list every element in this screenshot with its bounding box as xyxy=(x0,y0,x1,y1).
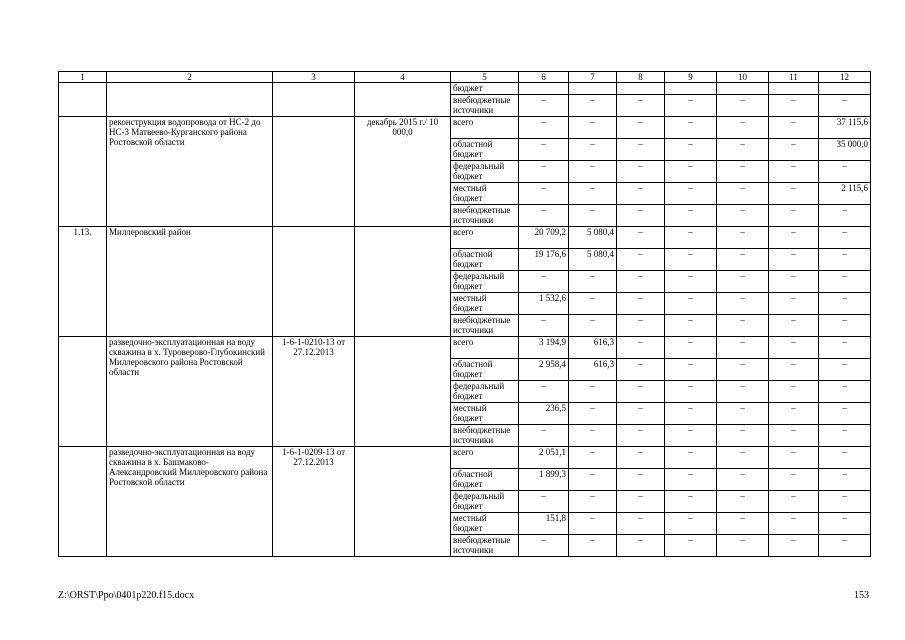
completion-date xyxy=(355,337,451,447)
header-col-8: 8 xyxy=(617,72,665,83)
funding-source: федеральный бюджет xyxy=(451,161,519,183)
value-cell: – xyxy=(819,491,871,513)
value-cell: – xyxy=(769,205,819,227)
value-cell: 616,3 xyxy=(569,337,617,359)
value-cell: – xyxy=(665,315,717,337)
value-cell: – xyxy=(717,117,769,139)
value-cell: – xyxy=(769,469,819,491)
value-cell: – xyxy=(569,139,617,161)
document-number xyxy=(273,83,355,117)
value-cell: 3 194,9 xyxy=(519,337,569,359)
value-cell: – xyxy=(617,227,665,249)
value-cell: – xyxy=(569,117,617,139)
value-cell: 1 532,6 xyxy=(519,293,569,315)
table-row xyxy=(59,447,871,469)
value-cell: – xyxy=(717,183,769,205)
value-cell: – xyxy=(617,381,665,403)
value-cell: – xyxy=(665,205,717,227)
value-cell: – xyxy=(617,117,665,139)
value-cell: 151,8 xyxy=(519,513,569,535)
value-cell xyxy=(665,83,717,95)
funding-source: внебюджетные источники xyxy=(451,535,519,557)
value-cell: – xyxy=(617,95,665,117)
value-cell: – xyxy=(569,403,617,425)
value-cell: – xyxy=(617,161,665,183)
value-cell: – xyxy=(665,227,717,249)
value-cell: – xyxy=(569,205,617,227)
value-cell: – xyxy=(665,491,717,513)
header-col-6: 6 xyxy=(519,72,569,83)
row-index: 1.13. xyxy=(59,227,107,337)
header-col-11: 11 xyxy=(769,72,819,83)
value-cell: – xyxy=(769,403,819,425)
value-cell: – xyxy=(617,469,665,491)
value-cell: – xyxy=(769,161,819,183)
value-cell: – xyxy=(665,403,717,425)
value-cell: – xyxy=(665,95,717,117)
value-cell: – xyxy=(717,249,769,271)
value-cell: 2 958,4 xyxy=(519,359,569,381)
value-cell: – xyxy=(819,227,871,249)
value-cell: – xyxy=(617,403,665,425)
value-cell xyxy=(617,83,665,95)
value-cell: – xyxy=(519,183,569,205)
value-cell: – xyxy=(569,535,617,557)
header-col-9: 9 xyxy=(665,72,717,83)
value-cell: – xyxy=(617,535,665,557)
value-cell: – xyxy=(569,447,617,469)
value-cell: – xyxy=(519,315,569,337)
value-cell: – xyxy=(717,425,769,447)
value-cell: – xyxy=(819,447,871,469)
document-number xyxy=(273,227,355,337)
funding-source: всего xyxy=(451,227,519,249)
value-cell xyxy=(819,83,871,95)
value-cell: 616,3 xyxy=(569,359,617,381)
value-cell: – xyxy=(665,271,717,293)
value-cell: – xyxy=(717,469,769,491)
value-cell: – xyxy=(617,337,665,359)
table-body xyxy=(59,83,871,557)
value-cell: – xyxy=(819,161,871,183)
row-index xyxy=(59,447,107,557)
value-cell: – xyxy=(569,381,617,403)
value-cell: – xyxy=(769,249,819,271)
value-cell: – xyxy=(665,183,717,205)
value-cell: – xyxy=(717,227,769,249)
value-cell: – xyxy=(665,513,717,535)
value-cell: – xyxy=(769,359,819,381)
value-cell: – xyxy=(665,359,717,381)
value-cell: – xyxy=(519,95,569,117)
value-cell: – xyxy=(769,337,819,359)
header-col-2: 2 xyxy=(107,72,273,83)
funding-source: местный бюджет xyxy=(451,183,519,205)
value-cell: – xyxy=(569,183,617,205)
value-cell xyxy=(519,83,569,95)
funding-source: всего xyxy=(451,117,519,139)
value-cell: – xyxy=(717,513,769,535)
value-cell: – xyxy=(717,337,769,359)
value-cell: – xyxy=(569,513,617,535)
funding-source: местный бюджет xyxy=(451,293,519,315)
value-cell: – xyxy=(819,403,871,425)
value-cell: – xyxy=(617,183,665,205)
value-cell: – xyxy=(819,469,871,491)
object-name: разведочно-эксплуатационная на воду скважина в х. Туроверово-Глубокинский Миллеровского района Ростовской области xyxy=(107,337,273,447)
value-cell: – xyxy=(717,95,769,117)
value-cell: – xyxy=(717,535,769,557)
value-cell: – xyxy=(617,447,665,469)
value-cell: – xyxy=(665,469,717,491)
funding-source: областной бюджет xyxy=(451,469,519,491)
value-cell: – xyxy=(665,535,717,557)
value-cell: – xyxy=(819,535,871,557)
value-cell: 2 115,6 xyxy=(819,183,871,205)
object-name: Миллеровский район xyxy=(107,227,273,337)
value-cell: – xyxy=(769,491,819,513)
value-cell: – xyxy=(769,95,819,117)
funding-source: внебюджетные источники xyxy=(451,425,519,447)
value-cell: – xyxy=(819,381,871,403)
row-index xyxy=(59,117,107,227)
table-row xyxy=(59,117,871,139)
value-cell: 5 080,4 xyxy=(569,249,617,271)
value-cell: – xyxy=(617,249,665,271)
header-col-3: 3 xyxy=(273,72,355,83)
value-cell: 35 000,0 xyxy=(819,139,871,161)
value-cell: – xyxy=(617,513,665,535)
value-cell: – xyxy=(819,249,871,271)
value-cell: – xyxy=(519,117,569,139)
row-index xyxy=(59,83,107,117)
value-cell xyxy=(769,83,819,95)
funding-source: внебюджетные источники xyxy=(451,205,519,227)
value-cell: – xyxy=(769,535,819,557)
value-cell: – xyxy=(769,139,819,161)
value-cell: – xyxy=(717,359,769,381)
value-cell: – xyxy=(665,161,717,183)
value-cell: – xyxy=(665,117,717,139)
value-cell: – xyxy=(665,293,717,315)
value-cell: – xyxy=(519,271,569,293)
value-cell: – xyxy=(769,381,819,403)
value-cell: – xyxy=(769,271,819,293)
object-name: реконструкция водопровода от НС-2 до НС-3 Матвеево-Курганского района Ростовской области xyxy=(107,117,273,227)
value-cell: – xyxy=(769,117,819,139)
funding-source: всего xyxy=(451,447,519,469)
funding-source: местный бюджет xyxy=(451,403,519,425)
value-cell: – xyxy=(769,227,819,249)
value-cell: – xyxy=(569,271,617,293)
funding-source: внебюджетные источники xyxy=(451,315,519,337)
value-cell xyxy=(569,83,617,95)
object-name: разведочно-эксплуатационная на воду скважина в х. Башмаково-Александровский Миллеровского района Ростовской области xyxy=(107,447,273,557)
completion-date xyxy=(355,227,451,337)
value-cell: – xyxy=(665,337,717,359)
value-cell: – xyxy=(519,205,569,227)
value-cell: – xyxy=(769,293,819,315)
header-row xyxy=(59,72,871,83)
value-cell: 20 709,2 xyxy=(519,227,569,249)
value-cell: – xyxy=(769,425,819,447)
value-cell: – xyxy=(519,381,569,403)
value-cell: – xyxy=(717,205,769,227)
value-cell: 5 080,4 xyxy=(569,227,617,249)
row-index xyxy=(59,337,107,447)
budget-table xyxy=(58,71,871,557)
value-cell: – xyxy=(819,95,871,117)
value-cell: – xyxy=(569,293,617,315)
value-cell: – xyxy=(569,491,617,513)
value-cell: 236,5 xyxy=(519,403,569,425)
document-number: 1-6-1-0210-13 от 27.12.2013 xyxy=(273,337,355,447)
header-col-5: 5 xyxy=(451,72,519,83)
value-cell: – xyxy=(569,161,617,183)
file-path: Z:\ORST\Ppo\0401p220.f15.docx xyxy=(58,590,195,601)
value-cell: – xyxy=(717,293,769,315)
value-cell: – xyxy=(819,359,871,381)
value-cell: 19 176,6 xyxy=(519,249,569,271)
value-cell: – xyxy=(617,139,665,161)
value-cell: – xyxy=(665,425,717,447)
value-cell: – xyxy=(519,139,569,161)
funding-source: областной бюджет xyxy=(451,359,519,381)
value-cell: – xyxy=(717,161,769,183)
header-col-12: 12 xyxy=(819,72,871,83)
value-cell: – xyxy=(819,337,871,359)
value-cell: – xyxy=(617,205,665,227)
value-cell: 37 115,6 xyxy=(819,117,871,139)
value-cell: – xyxy=(519,425,569,447)
document-number xyxy=(273,117,355,227)
value-cell: – xyxy=(665,139,717,161)
value-cell: – xyxy=(819,271,871,293)
value-cell: – xyxy=(819,293,871,315)
funding-source: федеральный бюджет xyxy=(451,271,519,293)
value-cell: – xyxy=(717,139,769,161)
header-col-4: 4 xyxy=(355,72,451,83)
table-row xyxy=(59,83,871,95)
value-cell: – xyxy=(617,359,665,381)
page-number: 153 xyxy=(854,590,869,601)
value-cell: – xyxy=(665,249,717,271)
value-cell: – xyxy=(519,535,569,557)
value-cell: – xyxy=(769,447,819,469)
funding-source: бюджет xyxy=(451,83,519,95)
value-cell: 2 051,1 xyxy=(519,447,569,469)
value-cell: – xyxy=(717,403,769,425)
value-cell: – xyxy=(819,205,871,227)
value-cell: – xyxy=(569,315,617,337)
value-cell: – xyxy=(665,381,717,403)
value-cell: – xyxy=(819,513,871,535)
header-col-1: 1 xyxy=(59,72,107,83)
value-cell: – xyxy=(569,469,617,491)
value-cell: – xyxy=(519,161,569,183)
value-cell: – xyxy=(617,425,665,447)
header-col-7: 7 xyxy=(569,72,617,83)
value-cell: – xyxy=(569,95,617,117)
value-cell: – xyxy=(819,315,871,337)
value-cell: 1 899,3 xyxy=(519,469,569,491)
value-cell: – xyxy=(665,447,717,469)
completion-date xyxy=(355,447,451,557)
funding-source: внебюджетные источники xyxy=(451,95,519,117)
value-cell: – xyxy=(717,491,769,513)
value-cell: – xyxy=(617,293,665,315)
value-cell: – xyxy=(617,315,665,337)
funding-source: областной бюджет xyxy=(451,249,519,271)
completion-date: декабрь 2015 г./ 10 000,0 xyxy=(355,117,451,227)
value-cell: – xyxy=(819,425,871,447)
funding-source: федеральный бюджет xyxy=(451,381,519,403)
funding-source: федеральный бюджет xyxy=(451,491,519,513)
document-number: 1-6-1-0209-13 от 27.12.2013 xyxy=(273,447,355,557)
table-row xyxy=(59,227,871,249)
completion-date xyxy=(355,83,451,117)
value-cell: – xyxy=(769,513,819,535)
value-cell: – xyxy=(569,425,617,447)
funding-source: всего xyxy=(451,337,519,359)
value-cell: – xyxy=(717,447,769,469)
value-cell: – xyxy=(717,381,769,403)
funding-source: областной бюджет xyxy=(451,139,519,161)
object-name xyxy=(107,83,273,117)
value-cell: – xyxy=(519,491,569,513)
table-row xyxy=(59,337,871,359)
value-cell: – xyxy=(617,271,665,293)
value-cell: – xyxy=(769,315,819,337)
value-cell: – xyxy=(617,491,665,513)
value-cell: – xyxy=(769,183,819,205)
value-cell xyxy=(717,83,769,95)
funding-source: местный бюджет xyxy=(451,513,519,535)
value-cell: – xyxy=(717,315,769,337)
header-col-10: 10 xyxy=(717,72,769,83)
value-cell: – xyxy=(717,271,769,293)
